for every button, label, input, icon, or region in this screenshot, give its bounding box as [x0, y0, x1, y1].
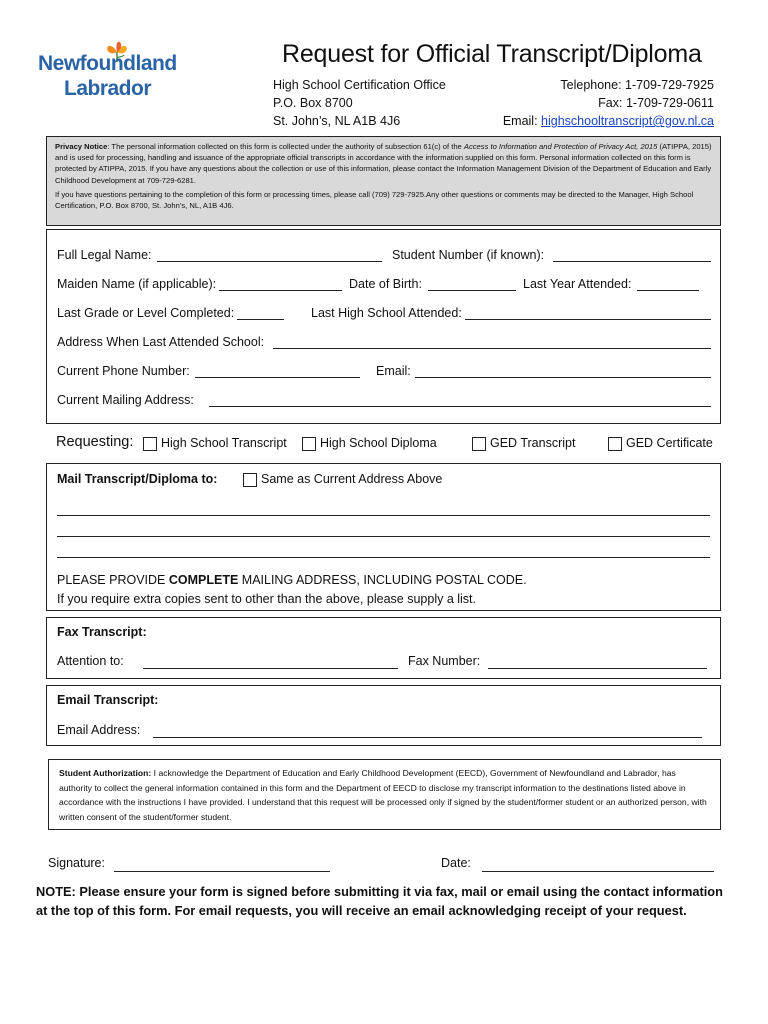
date-of-birth-field[interactable] — [428, 277, 516, 291]
privacy-notice — [46, 136, 721, 226]
office-email-label: Email: — [502, 114, 538, 128]
logo-text-newfoundland: Newfoundland — [38, 52, 177, 75]
same-as-current-address-checkbox[interactable] — [243, 473, 257, 487]
mail-instructions — [57, 573, 527, 587]
office-city: St. John’s, NL A1B 4J6 — [273, 114, 401, 128]
current-mailing-address-label: Current Mailing Address: — [57, 393, 194, 407]
logo-text-labrador: Labrador — [64, 77, 152, 100]
row-maiden — [57, 277, 710, 295]
student-authorization — [48, 759, 721, 830]
office-email-row — [503, 112, 714, 130]
last-high-school-field[interactable] — [465, 306, 711, 320]
email-transcript-label: Email Transcript: — [57, 693, 159, 707]
mail-address-line-2[interactable] — [57, 523, 710, 537]
requesting-label: Requesting: — [56, 434, 134, 450]
date-of-birth-label: Date of Birth: — [349, 277, 422, 291]
mail-instructions-b: MAILING ADDRESS, INCLUDING POSTAL CODE. — [238, 573, 527, 587]
signature-label: Signature: — [48, 856, 105, 870]
row-name — [57, 248, 710, 266]
government-logo — [36, 38, 186, 102]
last-year-attended-label: Last Year Attended: — [523, 277, 632, 291]
address-last-attended-label: Address When Last Attended School: — [57, 335, 265, 349]
ged-certificate-label: GED Certificate — [626, 436, 713, 450]
full-legal-name-label: Full Legal Name: — [57, 248, 152, 262]
page-title: Request for Official Transcript/Diploma — [282, 40, 702, 68]
privacy-lead: Privacy Notice — [55, 142, 108, 151]
high-school-transcript-label: High School Transcript — [161, 436, 287, 450]
current-phone-label: Current Phone Number: — [57, 364, 190, 378]
authorization-text: I acknowledge the Department of Education and Early Childhood Development (EECD), Government of Newfoundland and Labrador, has authority to collect the general information contained in this form and the Department of EECD to disclose my transcript information to the destinations listed above in accordance with the instructions I have provided. I understand that this request will be processed only if signed by the student/former student or an authorized person, with written consent of the student/former student. — [59, 768, 707, 822]
student-number-label: Student Number (if known): — [392, 248, 545, 262]
last-year-attended-field[interactable] — [637, 277, 699, 291]
office-contact — [503, 76, 714, 130]
privacy-text-a: : The personal information collected on this form is collected under the authority of subsection 61(c) of the — [107, 142, 464, 151]
fax-section — [46, 617, 721, 679]
date-label: Date: — [441, 856, 471, 870]
mail-section — [46, 463, 721, 611]
privacy-paragraph-1 — [55, 141, 712, 186]
row-mailing — [57, 393, 710, 411]
office-po-box: P.O. Box 8700 — [273, 96, 353, 110]
date-field[interactable] — [482, 858, 714, 872]
mail-extra-copies: If you require extra copies sent to other than the above, please supply a list. — [57, 592, 477, 606]
signature-row — [48, 856, 105, 870]
address-last-attended-field[interactable] — [273, 335, 711, 349]
attention-to-field[interactable] — [143, 655, 398, 669]
ged-transcript-checkbox[interactable] — [472, 437, 486, 451]
maiden-name-label: Maiden Name (if applicable): — [57, 277, 217, 291]
ged-certificate-checkbox[interactable] — [608, 437, 622, 451]
mail-instructions-a: PLEASE PROVIDE — [57, 573, 169, 587]
student-info-section — [46, 229, 721, 424]
privacy-text-b: (ATIPPA, 2015) and is used for processing, handling and issuance of the appropriate official transcripts in accordance with the information supplied on this form. Personal information collected on this form is protected by ATIPPA, 2015. If you have any questions about the collection or use of this information, please contact the Information Management Division of the Department of Education and Early Childhood Development at 709-729-6281. — [55, 142, 712, 185]
privacy-act-title: Access to Information and Protection of Privacy Act, 2015 — [463, 142, 658, 151]
email-label: Email: — [376, 364, 411, 378]
fax-number-label: Fax Number: — [408, 654, 481, 668]
full-legal-name-field[interactable] — [157, 248, 382, 262]
high-school-diploma-label: High School Diploma — [320, 436, 437, 450]
maiden-name-field[interactable] — [219, 277, 342, 291]
row-address-last — [57, 335, 710, 353]
mail-label: Mail Transcript/Diploma to: — [57, 472, 218, 486]
authorization-lead: Student Authorization: — [59, 768, 152, 778]
same-as-current-address-label: Same as Current Address Above — [261, 472, 443, 486]
office-address — [273, 76, 446, 130]
mail-address-line-3[interactable] — [57, 544, 710, 558]
row-grade — [57, 306, 710, 324]
fax-label: Fax Transcript: — [57, 625, 147, 639]
submission-note: NOTE: Please ensure your form is signed before submitting it via fax, mail or email using the contact information at the top of this form. For email requests, you will receive an email acknowledging receipt of your request. — [36, 884, 723, 918]
office-telephone: Telephone: 1-709-729-7925 — [560, 78, 714, 92]
signature-field[interactable] — [114, 858, 330, 872]
office-email-link[interactable]: highschooltranscript@gov.nl.ca — [541, 114, 714, 128]
email-address-label: Email Address: — [57, 723, 141, 737]
high-school-diploma-checkbox[interactable] — [302, 437, 316, 451]
privacy-paragraph-2: If you have questions pertaining to the completion of this form or processing times, please call (709) 729-7925.Any other questions or comments may be directed to the Manager, High School Certification, P.O. Box 8700, St. John’s, NL, A1B 4J6. — [55, 189, 694, 211]
last-grade-field[interactable] — [237, 306, 284, 320]
attention-to-label: Attention to: — [57, 654, 124, 668]
office-fax: Fax: 1-709-729-0611 — [598, 96, 714, 110]
email-field[interactable] — [415, 364, 711, 378]
row-phone — [57, 364, 710, 382]
ged-transcript-label: GED Transcript — [490, 436, 576, 450]
date-row — [441, 856, 471, 870]
current-mailing-address-field[interactable] — [209, 393, 711, 407]
current-phone-field[interactable] — [195, 364, 360, 378]
fax-number-field[interactable] — [488, 655, 707, 669]
office-name: High School Certification Office — [273, 78, 446, 92]
mail-instructions-bold: COMPLETE — [168, 573, 239, 587]
email-address-field[interactable] — [153, 724, 702, 738]
last-grade-label: Last Grade or Level Completed: — [57, 306, 235, 320]
student-number-field[interactable] — [553, 248, 711, 262]
mail-address-line-1[interactable] — [57, 502, 710, 516]
email-transcript-section — [46, 685, 721, 746]
high-school-transcript-checkbox[interactable] — [143, 437, 157, 451]
last-high-school-label: Last High School Attended: — [311, 306, 462, 320]
